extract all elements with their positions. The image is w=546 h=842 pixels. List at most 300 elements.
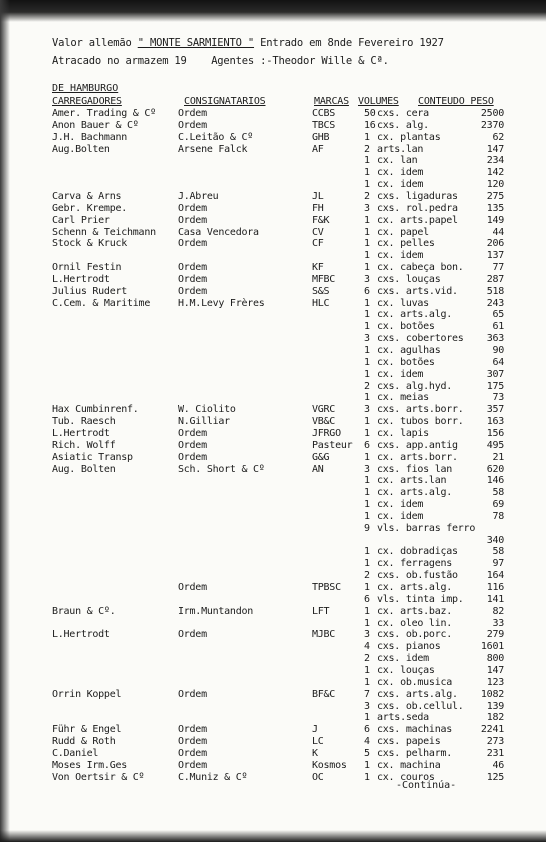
quantity-cell: 1 xyxy=(364,167,370,179)
quantity-cell: 6 xyxy=(364,285,370,297)
table-row xyxy=(0,736,546,748)
weight-cell: 149 xyxy=(486,214,504,226)
quantity-cell: 1 xyxy=(364,345,370,356)
contents-cell: cxs. cera xyxy=(377,108,429,119)
quantity-cell: 1 xyxy=(364,226,370,238)
weight-cell: 340 xyxy=(486,534,504,546)
table-row xyxy=(0,416,546,428)
table-row xyxy=(0,760,546,772)
table-row xyxy=(0,250,546,262)
table-row xyxy=(0,120,546,132)
contents-cell: cxs. arts.alg. xyxy=(377,688,458,700)
quantity-cell: 1 xyxy=(364,131,370,143)
table-row xyxy=(0,570,546,582)
quantity-cell: 1 xyxy=(364,451,370,463)
mark-cell: GHB xyxy=(312,131,330,143)
continua-note: -Continúa- xyxy=(396,780,457,791)
table-row xyxy=(0,321,546,333)
contents-cell: cx. botões xyxy=(377,321,435,333)
table-row xyxy=(0,440,546,452)
quantity-cell: 1 xyxy=(364,510,370,522)
table-row xyxy=(0,629,546,641)
contents-cell: cxs. ob.fustão xyxy=(377,570,458,582)
consignee-cell: Ordem xyxy=(178,427,207,439)
weight-cell: 273 xyxy=(486,736,504,748)
shipper-cell: Führ & Engel xyxy=(52,724,122,736)
weight-cell: 2370 xyxy=(480,119,504,131)
table-row xyxy=(0,511,546,523)
contents-cell: vls. barras ferro xyxy=(377,522,476,534)
mark-cell: F&K xyxy=(312,214,330,226)
quantity-cell: 3 xyxy=(364,202,370,214)
valor-label: Valor allemão xyxy=(52,37,132,49)
quantity-cell: 1 xyxy=(364,664,370,676)
table-row xyxy=(0,523,546,535)
table-row xyxy=(0,677,546,689)
quantity-cell: 50 xyxy=(364,108,376,119)
contents-cell: cxs. ligaduras xyxy=(377,190,458,202)
contents-cell: cx. dobradiças xyxy=(377,546,458,558)
contents-cell: cxs. pelharm. xyxy=(377,747,453,759)
contents-cell: cx. lapis xyxy=(377,427,429,439)
table-row xyxy=(0,369,546,381)
shipper-cell: Anon Bauer & Cº xyxy=(52,119,139,131)
shipper-cell: Moses Irm.Ges xyxy=(52,759,128,771)
table-row xyxy=(0,203,546,215)
contents-cell: cx. idem xyxy=(377,167,424,179)
shipper-cell: C.Daniel xyxy=(52,747,99,759)
weight-cell: 135 xyxy=(486,202,504,214)
quantity-cell: 1 xyxy=(364,558,370,570)
contents-cell: cxs. louças xyxy=(377,273,441,285)
contents-cell: cx. arts.alg. xyxy=(377,487,453,499)
weight-cell: 77 xyxy=(492,262,504,274)
weight-cell: 90 xyxy=(492,345,504,356)
weight-cell: 234 xyxy=(486,155,504,167)
weight-cell: 139 xyxy=(486,700,504,712)
consignee-cell: Sch. Short & Cº xyxy=(178,463,265,475)
table-row xyxy=(0,333,546,345)
quantity-cell: 1 xyxy=(364,605,370,617)
weight-cell: 58 xyxy=(492,487,504,499)
table-row xyxy=(0,582,546,594)
mark-cell: Kosmos xyxy=(312,759,347,771)
table-row xyxy=(0,724,546,736)
weight-cell: 206 xyxy=(486,238,504,250)
consignee-cell: Ordem xyxy=(178,582,207,593)
quantity-cell: 1 xyxy=(364,499,370,511)
table-row xyxy=(0,215,546,227)
shipper-cell: Von Oertsir & Cº xyxy=(52,771,145,783)
contents-cell: cx. louças xyxy=(377,664,435,676)
mark-cell: CF xyxy=(312,238,324,250)
quantity-cell: 1 xyxy=(364,214,370,226)
column-header-shippers: CARREGADORES xyxy=(52,96,122,107)
mark-cell: JL xyxy=(312,190,324,202)
shipper-cell: L.Hertrodt xyxy=(52,273,110,285)
consignee-cell: Ordem xyxy=(178,451,207,463)
consignee-cell: W. Ciolito xyxy=(178,404,236,416)
table-row xyxy=(0,475,546,487)
shipper-cell: L.Hertrodt xyxy=(52,629,110,641)
contents-cell: cxs. idem xyxy=(377,653,429,665)
weight-cell: 175 xyxy=(486,380,504,392)
weight-cell: 120 xyxy=(486,179,504,191)
contents-cell: cx. arts.lan xyxy=(377,475,447,487)
port-heading: DE HAMBURGO xyxy=(52,83,119,94)
table-row xyxy=(0,701,546,713)
weight-cell: 137 xyxy=(486,250,504,262)
quantity-cell: 7 xyxy=(364,688,370,700)
consignee-cell: Ordem xyxy=(178,119,207,131)
column-header-marks: MARCAS xyxy=(314,96,349,107)
weight-cell: 46 xyxy=(492,759,504,771)
weight-cell: 69 xyxy=(492,499,504,511)
contents-cell: cx. idem xyxy=(377,250,424,262)
shipper-cell: L.Hertrodt xyxy=(52,427,110,439)
table-row xyxy=(0,262,546,274)
weight-cell: 62 xyxy=(492,131,504,143)
quantity-cell: 3 xyxy=(364,333,370,345)
consignee-cell: Ordem xyxy=(178,439,207,451)
weight-cell: 142 xyxy=(486,167,504,179)
weight-cell: 287 xyxy=(486,273,504,285)
quantity-cell: 1 xyxy=(364,309,370,321)
mark-cell: CCBS xyxy=(312,108,336,119)
mark-cell: S&S xyxy=(312,285,330,297)
table-row xyxy=(0,594,546,606)
quantity-cell: 1 xyxy=(364,712,370,724)
ship-name: " MONTE SARMIENTO " xyxy=(137,37,255,49)
table-row xyxy=(0,452,546,464)
shipper-cell: Schenn & Teichmann xyxy=(52,226,156,238)
weight-cell: 243 xyxy=(486,297,504,309)
weight-cell: 518 xyxy=(486,285,504,297)
weight-cell: 279 xyxy=(486,629,504,641)
shipper-cell: Hax Cumbinrenf. xyxy=(52,404,139,416)
mark-cell: HLC xyxy=(312,297,330,309)
contents-cell: cx. luvas xyxy=(377,297,429,309)
quantity-cell: 1 xyxy=(364,416,370,428)
contents-cell: cx. oleo lin. xyxy=(377,617,453,629)
contents-cell: cx. arts.papel xyxy=(377,214,458,226)
consignee-cell: Ordem xyxy=(178,273,207,285)
table-row xyxy=(0,618,546,630)
shipper-cell: Aug. Bolten xyxy=(52,463,116,475)
shipper-cell: Amer. Trading & Cº xyxy=(52,108,156,119)
shipper-cell: Asiatic Transp xyxy=(52,451,133,463)
mark-cell: MFBC xyxy=(312,273,336,285)
weight-cell: 800 xyxy=(486,653,504,665)
quantity-cell: 1 xyxy=(364,250,370,262)
table-row xyxy=(0,274,546,286)
contents-cell: cx. arts.alg. xyxy=(377,309,453,321)
mark-cell: TPBSC xyxy=(312,582,341,593)
table-row xyxy=(0,748,546,760)
contents-cell: cx. arts.alg. xyxy=(377,582,453,593)
consignee-cell: Ordem xyxy=(178,736,207,748)
weight-cell: 64 xyxy=(492,356,504,368)
contents-cell: cx. machina xyxy=(377,759,441,771)
contents-cell: cxs. cobertores xyxy=(377,333,464,345)
shipper-cell: Tub. Raesch xyxy=(52,416,116,428)
atracado-info: Atracado no armazem 19 xyxy=(52,55,187,67)
mark-cell: LFT xyxy=(312,605,330,617)
contents-cell: cx. ferragens xyxy=(377,558,453,570)
table-row xyxy=(0,191,546,203)
consignee-cell: Irm.Muntandon xyxy=(178,605,254,617)
weight-cell: 82 xyxy=(492,605,504,617)
contents-cell: cx. ob.musica xyxy=(377,676,453,688)
consignee-cell: Ordem xyxy=(178,262,207,274)
contents-cell: cxs. rol.pedra xyxy=(377,202,458,214)
weight-cell: 97 xyxy=(492,558,504,570)
quantity-cell: 1 xyxy=(364,392,370,404)
quantity-cell: 1 xyxy=(364,262,370,274)
contents-cell: cxs. fios lan xyxy=(377,463,453,475)
contents-cell: cx. arts.borr. xyxy=(377,451,458,463)
table-row xyxy=(0,238,546,250)
consignee-cell: J.Abreu xyxy=(178,190,219,202)
table-row xyxy=(0,499,546,511)
consignee-cell: Ordem xyxy=(178,202,207,214)
column-header-contents-weight: CONTEUDO PESO xyxy=(418,96,494,107)
table-row xyxy=(0,179,546,191)
consignee-cell: Ordem xyxy=(178,724,207,736)
table-row xyxy=(0,558,546,570)
weight-cell: 164 xyxy=(486,570,504,582)
mark-cell: LC xyxy=(312,736,324,748)
contents-cell: arts.lan xyxy=(377,143,424,155)
table-row xyxy=(0,144,546,156)
weight-cell: 156 xyxy=(486,427,504,439)
quantity-cell: 1 xyxy=(364,155,370,167)
weight-cell: 125 xyxy=(486,771,504,783)
table-row xyxy=(0,309,546,321)
table-row xyxy=(0,298,546,310)
shipper-cell: Carva & Arns xyxy=(52,190,122,202)
column-header-volumes: VOLUMES xyxy=(358,96,399,107)
shipper-cell: Aug.Bolten xyxy=(52,143,110,155)
table-row xyxy=(0,392,546,404)
weight-cell: 61 xyxy=(492,321,504,333)
contents-cell: cxs. machinas xyxy=(377,724,453,736)
table-row xyxy=(0,487,546,499)
contents-cell: cxs. app.antig xyxy=(377,439,458,451)
weight-cell: 58 xyxy=(492,546,504,558)
contents-cell: cxs. ob.cellul. xyxy=(377,700,464,712)
table-row xyxy=(0,227,546,239)
contents-cell: vls. tinta imp. xyxy=(377,593,464,605)
mark-cell: FH xyxy=(312,202,324,214)
shipper-cell: Rich. Wolff xyxy=(52,439,116,451)
contents-cell: cxs. pianos xyxy=(377,641,441,653)
quantity-cell: 1 xyxy=(364,356,370,368)
weight-cell: 1082 xyxy=(480,688,504,700)
mark-cell: MJBC xyxy=(312,629,336,641)
table-row xyxy=(0,535,546,547)
weight-cell: 73 xyxy=(492,392,504,404)
table-row xyxy=(0,641,546,653)
contents-cell: cx. botões xyxy=(377,356,435,368)
shipper-cell: Stock & Kruck xyxy=(52,238,128,250)
quantity-cell: 6 xyxy=(364,439,370,451)
quantity-cell: 6 xyxy=(364,593,370,605)
mark-cell: AF xyxy=(312,143,324,155)
quantity-cell: 1 xyxy=(364,759,370,771)
contents-cell: cx. lan xyxy=(377,155,418,167)
quantity-cell: 1 xyxy=(364,676,370,688)
weight-cell: 275 xyxy=(486,190,504,202)
quantity-cell: 3 xyxy=(364,700,370,712)
weight-cell: 65 xyxy=(492,309,504,321)
weight-cell: 363 xyxy=(486,333,504,345)
quantity-cell: 3 xyxy=(364,404,370,416)
contents-cell: cx. cabeça bon. xyxy=(377,262,464,274)
contents-cell: cxs. papeis xyxy=(377,736,441,748)
table-row xyxy=(0,286,546,298)
shipper-cell: Orrin Koppel xyxy=(52,688,122,700)
consignee-cell: C.Muniz & Cº xyxy=(178,771,248,783)
consignee-cell: Casa Vencedora xyxy=(178,226,259,238)
weight-cell: 495 xyxy=(486,439,504,451)
quantity-cell: 1 xyxy=(364,546,370,558)
column-header-consignees: CONSIGNATARIOS xyxy=(184,96,266,107)
quantity-cell: 1 xyxy=(364,297,370,309)
table-row xyxy=(0,689,546,701)
table-row xyxy=(0,606,546,618)
mark-cell: K xyxy=(312,747,318,759)
table-row xyxy=(0,428,546,440)
contents-cell: cxs. arts.vid. xyxy=(377,285,458,297)
table-row xyxy=(0,167,546,179)
contents-cell: cx. papel xyxy=(377,226,429,238)
quantity-cell: 1 xyxy=(364,427,370,439)
weight-cell: 116 xyxy=(486,582,504,593)
mark-cell: TBCS xyxy=(312,119,336,131)
quantity-cell: 1 xyxy=(364,368,370,380)
quantity-cell: 1 xyxy=(364,487,370,499)
weight-cell: 357 xyxy=(486,404,504,416)
mark-cell: OC xyxy=(312,771,324,783)
table-row xyxy=(0,357,546,369)
weight-cell: 620 xyxy=(486,463,504,475)
weight-cell: 44 xyxy=(492,226,504,238)
consignee-cell: Arsene Falck xyxy=(178,143,248,155)
quantity-cell: 16 xyxy=(364,119,376,131)
entrada-date: Entrado em 8nde Fevereiro 1927 xyxy=(260,37,444,49)
table-row xyxy=(0,653,546,665)
quantity-cell: 3 xyxy=(364,273,370,285)
quantity-cell: 9 xyxy=(364,522,370,534)
quantity-cell: 3 xyxy=(364,629,370,641)
quantity-cell: 2 xyxy=(364,143,370,155)
consignee-cell: Ordem xyxy=(178,214,207,226)
weight-cell: 146 xyxy=(486,475,504,487)
quantity-cell: 1 xyxy=(364,238,370,250)
weight-cell: 163 xyxy=(486,416,504,428)
quantity-cell: 2 xyxy=(364,190,370,202)
consignee-cell: Ordem xyxy=(178,747,207,759)
table-row xyxy=(0,132,546,144)
quantity-cell: 2 xyxy=(364,653,370,665)
contents-cell: cx. idem xyxy=(377,510,424,522)
table-row xyxy=(0,108,546,120)
table-row xyxy=(0,772,546,784)
weight-cell: 78 xyxy=(492,510,504,522)
shipper-cell: Carl Prier xyxy=(52,214,110,226)
consignee-cell: Ordem xyxy=(178,238,207,250)
weight-cell: 2500 xyxy=(480,108,504,119)
consignee-cell: Ordem xyxy=(178,285,207,297)
quantity-cell: 1 xyxy=(364,771,370,783)
consignee-cell: H.M.Levy Frères xyxy=(178,297,265,309)
shipper-cell: C.Cem. & Maritime xyxy=(52,297,151,309)
consignee-cell: Ordem xyxy=(178,688,207,700)
quantity-cell: 5 xyxy=(364,747,370,759)
weight-cell: 123 xyxy=(486,676,504,688)
mark-cell: VB&C xyxy=(312,416,336,428)
weight-cell: 147 xyxy=(486,143,504,155)
contents-cell: cxs. alg. xyxy=(377,119,429,131)
mark-cell: VGRC xyxy=(312,404,336,416)
contents-cell: arts.seda xyxy=(377,712,429,724)
contents-cell: cx. plantas xyxy=(377,131,441,143)
weight-cell: 1601 xyxy=(480,641,504,653)
quantity-cell: 1 xyxy=(364,179,370,191)
consignee-cell: Ordem xyxy=(178,759,207,771)
quantity-cell: 1 xyxy=(364,321,370,333)
quantity-cell: 1 xyxy=(364,582,370,593)
quantity-cell: 4 xyxy=(364,736,370,748)
table-row xyxy=(0,665,546,677)
mark-cell: Pasteur xyxy=(312,439,353,451)
contents-cell: cxs. alg.hyd. xyxy=(377,380,453,392)
shipper-cell: J.H. Bachmann xyxy=(52,131,128,143)
table-row xyxy=(0,712,546,724)
consignee-cell: Ordem xyxy=(178,629,207,641)
quantity-cell: 3 xyxy=(364,463,370,475)
contents-cell: cx. arts.baz. xyxy=(377,605,453,617)
table-row xyxy=(0,155,546,167)
contents-cell: cx. pelles xyxy=(377,238,435,250)
weight-cell: 307 xyxy=(486,368,504,380)
quantity-cell: 6 xyxy=(364,724,370,736)
consignee-cell: Ordem xyxy=(178,108,207,119)
table-row xyxy=(0,381,546,393)
mark-cell: J xyxy=(312,724,318,736)
mark-cell: JFRGO xyxy=(312,427,341,439)
contents-cell: cx. couros xyxy=(377,771,435,783)
quantity-cell: 2 xyxy=(364,380,370,392)
table-row xyxy=(0,404,546,416)
weight-cell: 2241 xyxy=(480,724,504,736)
table-row xyxy=(0,546,546,558)
shipper-cell: Ornil Festin xyxy=(52,262,122,274)
contents-cell: cxs. arts.borr. xyxy=(377,404,464,416)
weight-cell: 33 xyxy=(492,617,504,629)
mark-cell: CV xyxy=(312,226,324,238)
quantity-cell: 1 xyxy=(364,617,370,629)
quantity-cell: 2 xyxy=(364,570,370,582)
mark-cell: KF xyxy=(312,262,324,274)
contents-cell: cx. idem xyxy=(377,368,424,380)
contents-cell: cx. idem xyxy=(377,179,424,191)
mark-cell: BF&C xyxy=(312,688,336,700)
mark-cell: G&G xyxy=(312,451,330,463)
consignee-cell: C.Leitão & Cº xyxy=(178,131,254,143)
mark-cell: AN xyxy=(312,463,324,475)
